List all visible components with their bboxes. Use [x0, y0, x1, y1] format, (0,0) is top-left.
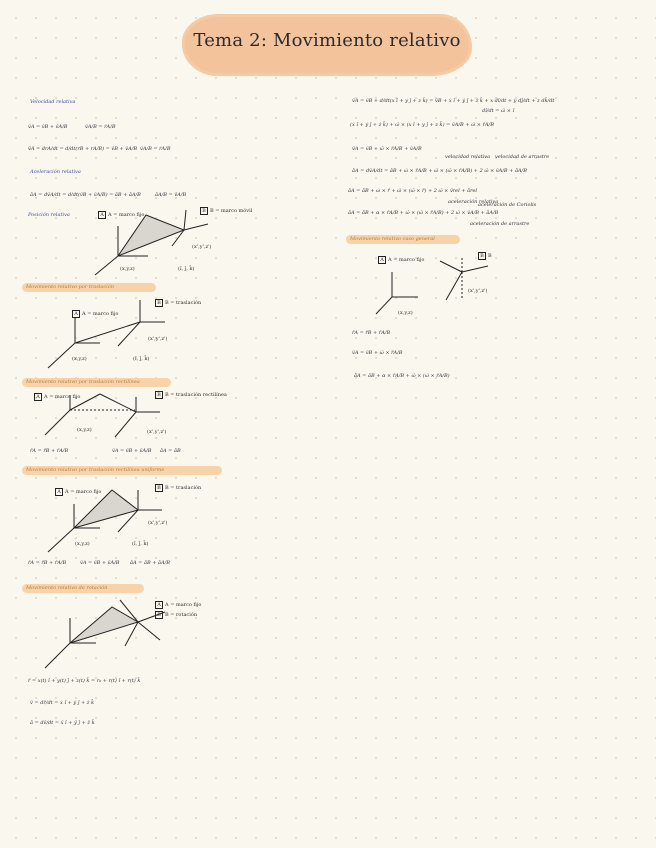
sec1-fixed-label: A A = marco fijo	[72, 310, 118, 318]
sec2-coords-2: (x',y',z')	[147, 429, 167, 435]
sec5-coords-2: (x',y',z')	[468, 288, 488, 294]
sec2-eq-3: āA = āB	[160, 448, 181, 454]
right-eq-1b: dî/dt = ω̄ × î	[482, 108, 515, 114]
coords-label-3: (î, ĵ, k̂)	[178, 266, 195, 272]
sec2-eq-1: r̄A = r̄B + r̄A/B	[30, 448, 69, 454]
sec5-coords-1: (x,y,z)	[398, 310, 413, 316]
sec4-eq-2: v̄ = dr̄/dt = ẋ î + ẏ ĵ + ż k̂	[30, 700, 95, 706]
box-icon: A	[34, 393, 42, 401]
sec3-eq-1: r̄A = r̄B + r̄A/B	[28, 560, 67, 566]
sec5-eq-1: r̄A = r̄B + r̄A/B	[352, 330, 391, 336]
right-eq-3-note-1: velocidad relativa	[445, 154, 491, 160]
right-eq-5: āA = āB + ω̇ × r̄ + ω̄ × (ω̄ × r̄) + 2 ω̄ × v̄rel + ārel	[348, 188, 478, 194]
box-icon: B	[155, 611, 163, 619]
right-eq-5-note: aceleración relativa	[448, 199, 499, 205]
sec2-moving-label: B B = traslación rectilínea	[155, 391, 227, 399]
right-eq-1: v̄A = v̄B + d/dt(x î + y ĵ + z k̂) = v̄B + ẋ î + ẏ ĵ + ż k̂ + x dî/dt + y dĵ/dt + z dk̂/dt	[352, 98, 555, 104]
box-icon: A	[72, 310, 80, 318]
box-icon: B	[155, 484, 163, 492]
section-uniforme: Movimiento relativo por traslación rectilínea uniforme	[22, 466, 222, 475]
velocity-eq-2: v̄A = drA/dt = d/dt(rB + rA/B) = v̄B + v̄A/B	[28, 146, 138, 152]
sec3-coords-3: (î, ĵ, k̂)	[132, 541, 149, 547]
coords-label-2: (x,y,z)	[120, 266, 135, 272]
box-icon: B	[155, 391, 163, 399]
sec2-fixed-label: A A = marco fijo	[34, 393, 80, 401]
sec1-moving-label: B B = traslación	[155, 299, 201, 307]
sec5-fixed-label: A A = marco fijo	[378, 256, 424, 264]
acceleration-header: Aceleración relativa	[30, 169, 81, 175]
box-icon: A	[378, 256, 386, 264]
sec5-eq-2: v̄A = v̄B + ω̄ × r̄A/B	[352, 350, 403, 356]
sec3-coords-1: (x',y',z')	[148, 520, 168, 526]
sec4-eq-3: ā = dv̄/dt = ẍ î + ÿ ĵ + z̈ k̂	[30, 720, 95, 726]
right-eq-6-note-1: aceleración de Coriolis	[478, 202, 537, 208]
position-header: Posición relativa	[28, 212, 70, 218]
sec2-eq-2: v̄A = v̄B + v̄A/B	[112, 448, 152, 454]
sec4-moving-label: B B = rotación	[155, 611, 197, 619]
fixed-frame-label: A A = marco fijo	[98, 211, 144, 219]
section-rotacion: Movimiento relativo de rotación	[22, 584, 144, 593]
sec1-coords-3: (î, ĵ, k̂)	[133, 356, 150, 362]
sec1-coords-1: (x',y',z')	[148, 336, 168, 342]
section-rectilinea: Movimiento relativo por traslación rectilínea	[22, 378, 171, 387]
sec3-moving-label: B B = traslación	[155, 484, 201, 492]
sec2-coords-1: (x,y,z)	[77, 427, 92, 433]
velocity-eq-2b: v̄A/B = ṙA/B	[140, 146, 171, 152]
box-icon: B	[155, 299, 163, 307]
page-title: Tema 2: Movimiento relativo	[193, 30, 461, 51]
right-eq-3: v̄A = v̄B + ω̄ × r̄A/B + v̄A/B	[352, 146, 422, 152]
acceleration-eq-b: āA/B = v̄̇A/B	[155, 192, 187, 198]
box-icon: A	[155, 601, 163, 609]
box-icon: B	[200, 207, 208, 215]
sec3-eq-3: āA = āB + āA/B	[130, 560, 170, 566]
coords-label-1: (x',y',z')	[192, 244, 212, 250]
velocity-eq-1: v̄A = v̄B + v̄A/B	[28, 124, 68, 130]
sec3-fixed-label: A A = marco fijo	[55, 488, 101, 496]
box-icon: A	[55, 488, 63, 496]
right-eq-3-note-2: velocidad de arrastre	[495, 154, 550, 160]
box-icon: A	[98, 211, 106, 219]
acceleration-eq: āA = dv̄A/dt = d/dt(v̄B + v̄A/B) = āB + āA/B	[30, 192, 141, 198]
sec3-coords-2: (x,y,z)	[75, 541, 90, 547]
sec3-eq-2: v̄A = v̄B + v̄A/B	[80, 560, 120, 566]
sec4-fixed-label: A A = marco fijo	[155, 601, 201, 609]
sec1-coords-2: (x,y,z)	[72, 356, 87, 362]
right-eq-4: āA = dv̄A/dt = āB + ω̇ × r̄A/B + ω̄ × (ω̄ × r̄A/B) + 2 ω̄ × v̄A/B + āA/B	[352, 168, 527, 174]
moving-frame-label: B B = marco móvil	[200, 207, 252, 215]
right-eq-6-note-2: aceleración de arrastre	[470, 221, 530, 227]
right-eq-6: āA = āB + α × r̄A/B + ω̄ × (ω̄ × r̄A/B) + 2 ω̄ × v̄A/B + āA/B	[348, 210, 499, 216]
velocity-header: Velocidad relativa	[30, 99, 76, 105]
velocity-eq-1b: v̄A/B = ṙA/B	[85, 124, 116, 130]
sec5-eq-3: āA = āB + α × r̄A/B + ω̄ × (ω̄ × r̄A/B)	[354, 373, 450, 379]
right-eq-2: (ẋ î + ẏ ĵ + ż k̂) + ω̄ × (x î + y ĵ + z k̂) = v̄A/B + ω̄ × r̄A/B	[350, 122, 494, 128]
box-icon: B	[478, 252, 486, 260]
section-caso-general: Movimiento relativo caso general	[346, 235, 460, 244]
sec5-moving-label: B B	[478, 252, 492, 260]
section-traslacion: Movimiento relativo por traslación	[22, 283, 156, 292]
sec4-eq-1: r̄ = x(t) î + y(t) ĵ + z(t) k̂ = r₀ + r(t) î + r(t) k̂	[28, 678, 141, 684]
